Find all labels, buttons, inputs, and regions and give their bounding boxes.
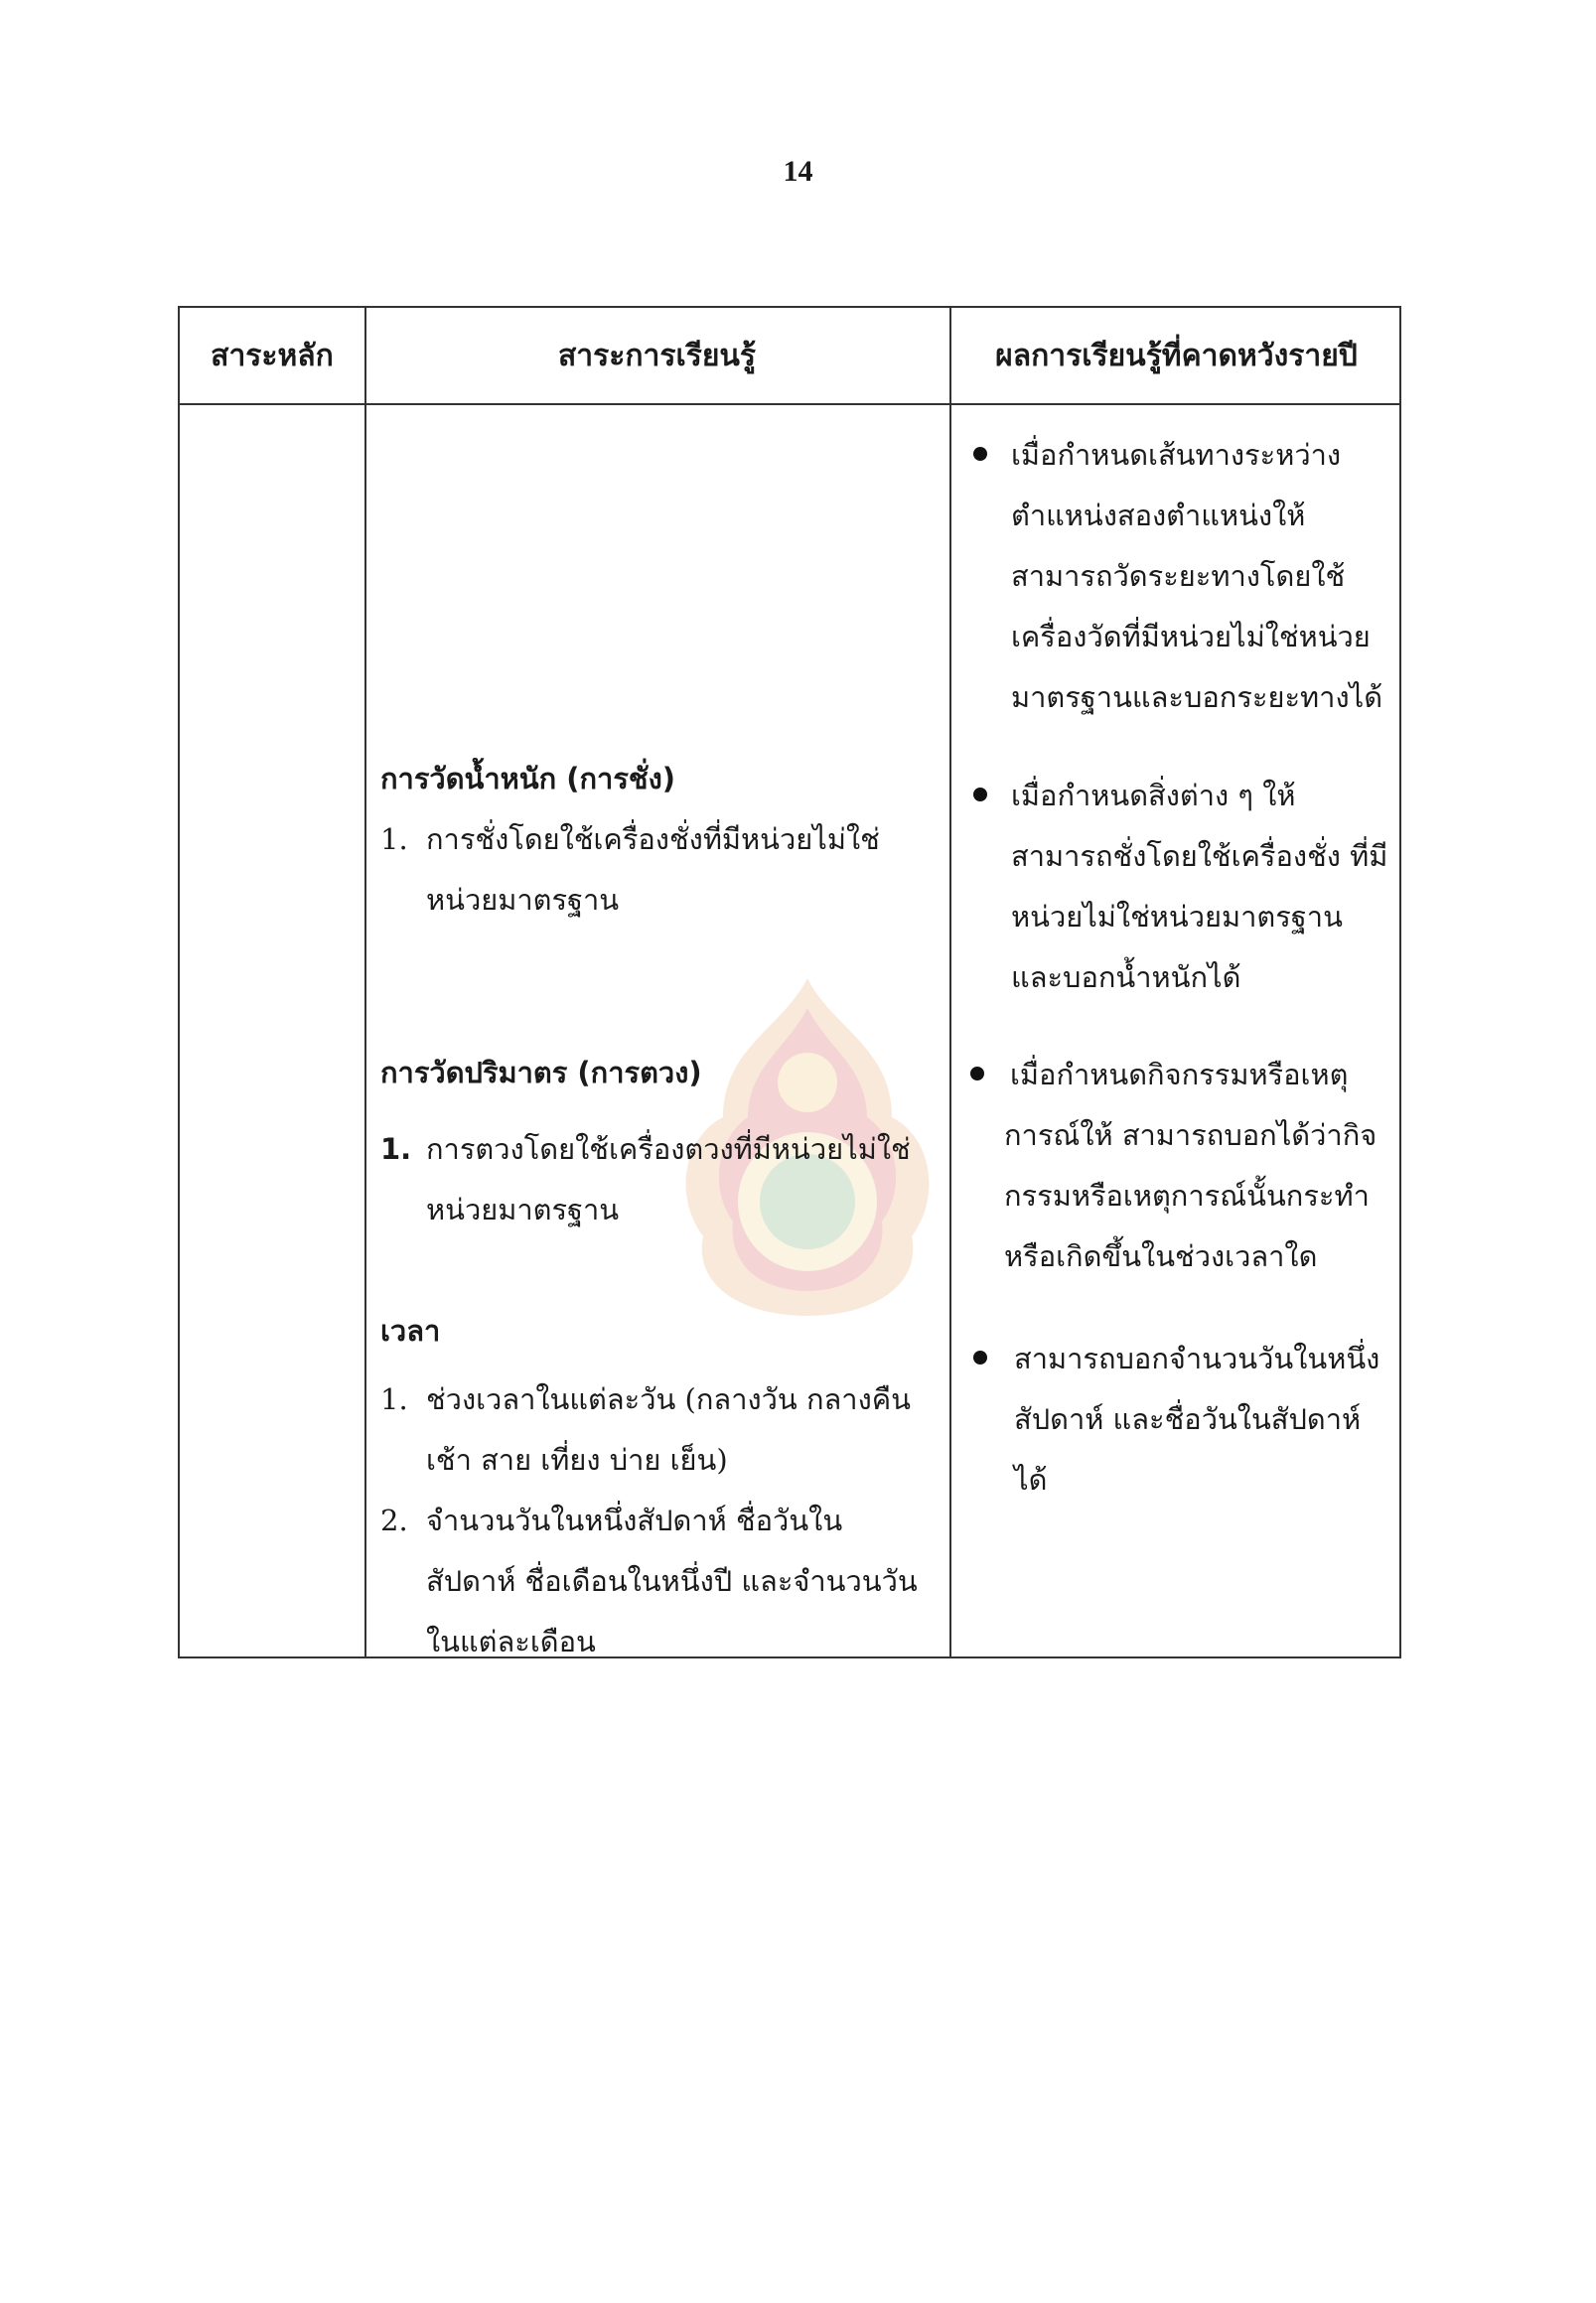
list-item bbox=[380, 1369, 918, 1430]
section-time bbox=[380, 1301, 918, 1672]
header-main-strand: สาระหลัก bbox=[211, 338, 334, 373]
header-learning-content: สาระการเรียนรู้ bbox=[557, 338, 757, 373]
bullet-icon bbox=[973, 788, 987, 801]
page-number: 14 bbox=[783, 155, 813, 188]
outcome-time-of-day bbox=[1004, 1045, 1377, 1287]
curriculum-table bbox=[178, 306, 1401, 1658]
header-expected-outcomes: ผลการเรียนรู้ที่คาดหวังรายปี bbox=[995, 338, 1358, 373]
outcome-line: กรรมหรือเหตุการณ์นั้นกระทำ bbox=[1004, 1179, 1370, 1213]
item-text-continued: เช้า สาย เที่ยง บ่าย เย็น) bbox=[426, 1443, 728, 1477]
outcome-line: หรือเกิดขึ้นในช่วงเวลาใด bbox=[1004, 1239, 1318, 1273]
item-text: จำนวนวันในหนึ่งสัปดาห์ ชื่อวันใน bbox=[426, 1504, 843, 1537]
outcome-line: การณ์ให้ สามารถบอกได้ว่ากิจ bbox=[1004, 1118, 1378, 1152]
outcome-line: มาตรฐานและบอกระยะทางได้ bbox=[1011, 680, 1383, 714]
outcome-weight bbox=[1011, 766, 1387, 1008]
bullet-icon bbox=[973, 447, 987, 461]
outcome-line: เมื่อกำหนดกิจกรรมหรือเหตุ bbox=[1010, 1058, 1349, 1091]
outcome-line: เมื่อกำหนดเส้นทางระหว่าง bbox=[1011, 438, 1342, 472]
column-divider bbox=[949, 308, 951, 1656]
outcome-line: สามารถบอกจำนวนวันในหนึ่ง bbox=[1014, 1342, 1380, 1375]
item-number: 2. bbox=[380, 1504, 408, 1537]
outcome-line: ได้ bbox=[1014, 1463, 1048, 1497]
outcome-line: หน่วยไม่ใช่หน่วยมาตรฐาน bbox=[1011, 900, 1343, 934]
item-text-continued: หน่วยมาตรฐาน bbox=[426, 883, 620, 917]
outcome-line: และบอกน้ำหนักได้ bbox=[1011, 960, 1241, 994]
outcome-days-of-week bbox=[1014, 1329, 1379, 1511]
outcome-line: เครื่องวัดที่มีหน่วยไม่ใช่หน่วย bbox=[1011, 620, 1371, 653]
bullet-icon bbox=[970, 1067, 984, 1080]
item-text: การชั่งโดยใช้เครื่องชั่งที่มีหน่วยไม่ใช่ bbox=[426, 822, 880, 856]
item-text-continued: สัปดาห์ ชื่อเดือนในหนึ่งปี และจำนวนวัน bbox=[426, 1564, 918, 1598]
item-number: 1. bbox=[380, 1382, 408, 1416]
list-item bbox=[380, 809, 880, 870]
section-weight bbox=[380, 749, 880, 931]
item-text-continued: หน่วยมาตรฐาน bbox=[426, 1193, 620, 1226]
outcome-line: ตำแหน่งสองตำแหน่งให้ bbox=[1011, 499, 1306, 532]
column-divider bbox=[364, 308, 366, 1656]
section-volume bbox=[380, 1043, 911, 1240]
section-heading: การวัดน้ำหนัก (การชั่ง) bbox=[380, 762, 676, 795]
list-item bbox=[380, 1119, 911, 1180]
bullet-icon bbox=[973, 1351, 987, 1365]
item-number: 1. bbox=[380, 1132, 412, 1166]
outcome-distance bbox=[1011, 425, 1382, 728]
item-text: การตวงโดยใช้เครื่องตวงที่มีหน่วยไม่ใช่ bbox=[426, 1132, 911, 1166]
list-item bbox=[380, 1491, 918, 1551]
section-heading: การวัดปริมาตร (การตวง) bbox=[380, 1056, 702, 1089]
header-divider bbox=[180, 403, 1399, 405]
item-text: ช่วงเวลาในแต่ละวัน (กลางวัน กลางคืน bbox=[426, 1382, 911, 1416]
item-text-continued: ในแต่ละเดือน bbox=[426, 1625, 596, 1658]
section-heading: เวลา bbox=[380, 1314, 441, 1348]
item-number: 1. bbox=[380, 822, 408, 856]
outcome-line: เมื่อกำหนดสิ่งต่าง ๆ ให้ bbox=[1011, 779, 1296, 812]
outcome-line: สัปดาห์ และชื่อวันในสัปดาห์ bbox=[1014, 1402, 1362, 1436]
outcome-line: สามารถชั่งโดยใช้เครื่องชั่ง ที่มี bbox=[1011, 839, 1388, 873]
outcome-line: สามารถวัดระยะทางโดยใช้ bbox=[1011, 559, 1346, 593]
